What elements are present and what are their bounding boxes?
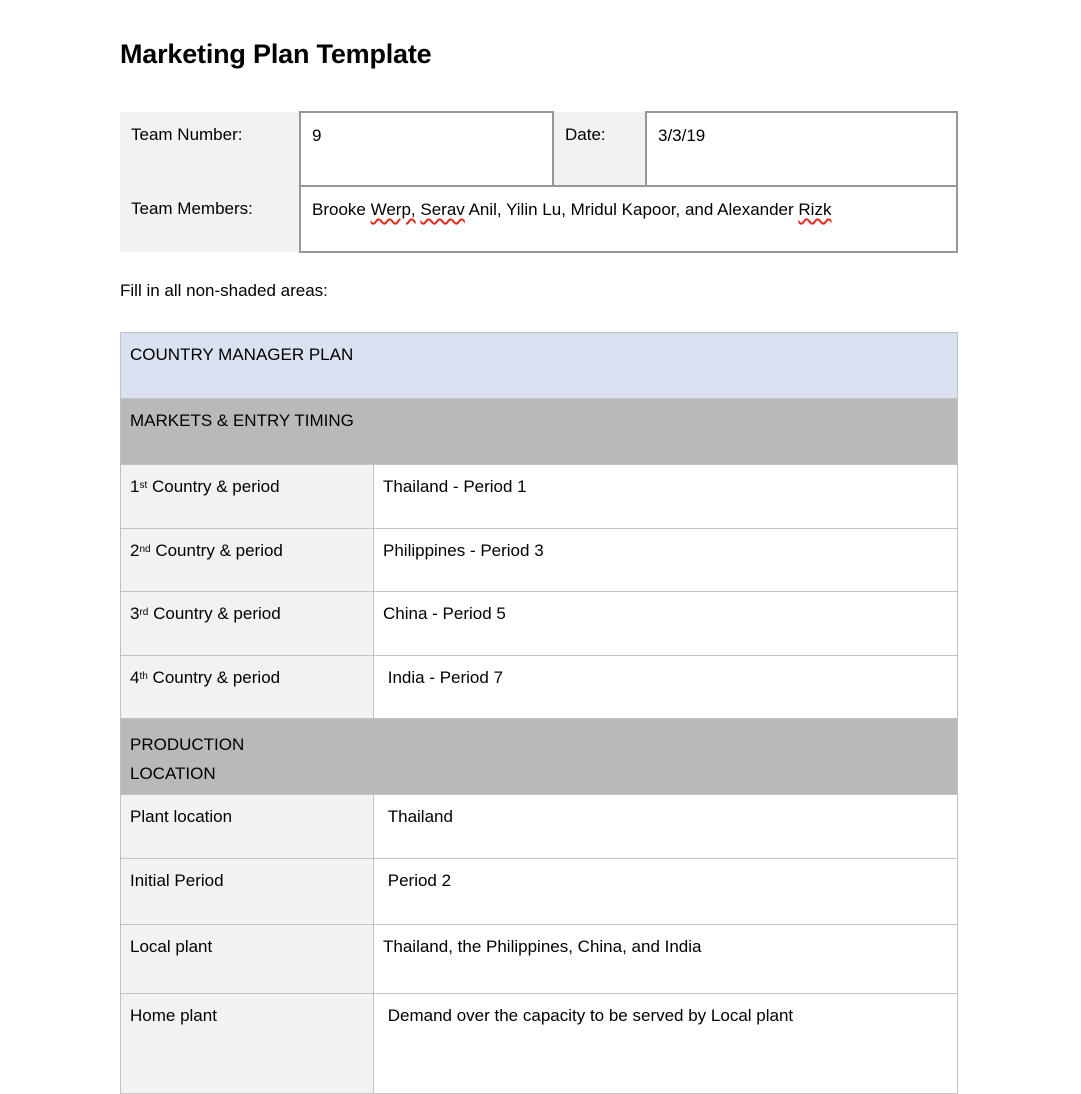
ordinal-number: 3 — [130, 604, 140, 623]
plant-location-label: Plant location — [121, 795, 374, 859]
production-section-cell — [121, 719, 958, 795]
instruction-text: Fill in all non-shaded areas: — [120, 281, 328, 300]
table-row — [121, 994, 958, 1094]
page-title: Marketing Plan Template — [120, 39, 432, 69]
plant-location-value-cell[interactable]: Thailand — [374, 795, 958, 859]
team-members-cell[interactable] — [300, 186, 957, 252]
country-2-label — [121, 529, 374, 592]
country-3-label — [121, 592, 374, 656]
ordinal-suffix: nd — [139, 543, 151, 555]
plan-header-row — [121, 333, 958, 399]
home-plant-value-cell[interactable]: Demand over the capacity to be served by Local plant — [374, 994, 958, 1094]
country-4-label — [121, 656, 374, 719]
info-row-2 — [120, 186, 957, 252]
document-page — [120, 0, 957, 1094]
country-1-label — [121, 465, 374, 529]
misspelled-word: Werp, — [370, 200, 416, 219]
members-text-part: Anil, Yilin Lu, Mridul Kapoor, and Alexander — [464, 200, 799, 219]
country-1-value-cell[interactable]: Thailand - Period 1 — [374, 465, 958, 529]
ordinal-number: 2 — [130, 541, 140, 560]
ordinal-suffix: st — [139, 479, 148, 491]
info-table — [120, 111, 958, 253]
production-section-row — [121, 719, 958, 795]
table-row — [121, 859, 958, 925]
info-row-1 — [120, 112, 957, 186]
table-row — [121, 925, 958, 994]
plan-title-cell: COUNTRY MANAGER PLAN — [121, 333, 958, 399]
date-label: Date: — [553, 112, 646, 186]
ordinal-suffix: th — [139, 670, 148, 682]
misspelled-word: Rizk — [798, 200, 832, 219]
label-text: Country & period — [150, 541, 283, 560]
country-4-value-cell[interactable]: India - Period 7 — [374, 656, 958, 719]
local-plant-label: Local plant — [121, 925, 374, 994]
table-row — [121, 592, 958, 656]
team-members-label: Team Members: — [120, 186, 300, 252]
section-line: LOCATION — [130, 764, 216, 783]
label-text: Country & period — [148, 604, 281, 623]
markets-section-row — [121, 399, 958, 465]
markets-section-cell: MARKETS & ENTRY TIMING — [121, 399, 958, 465]
ordinal-number: 4 — [130, 668, 140, 687]
initial-period-value-cell[interactable]: Period 2 — [374, 859, 958, 925]
table-row — [121, 795, 958, 859]
label-text: Country & period — [147, 477, 280, 496]
team-number-label: Team Number: — [120, 112, 300, 186]
section-line: PRODUCTION — [130, 735, 245, 754]
country-manager-plan-table — [120, 332, 958, 1094]
country-3-value-cell[interactable]: China - Period 5 — [374, 592, 958, 656]
ordinal-suffix: rd — [139, 606, 149, 618]
label-text: Country & period — [147, 668, 281, 687]
table-row — [121, 529, 958, 592]
members-text-part: Brooke — [312, 200, 371, 219]
home-plant-label: Home plant — [121, 994, 374, 1094]
misspelled-word: Serav — [420, 200, 465, 219]
local-plant-value-cell[interactable]: Thailand, the Philippines, China, and India — [374, 925, 958, 994]
table-row — [121, 656, 958, 719]
table-row — [121, 465, 958, 529]
initial-period-label: Initial Period — [121, 859, 374, 925]
team-number-cell[interactable]: 9 — [300, 112, 553, 186]
date-cell[interactable]: 3/3/19 — [646, 112, 957, 186]
country-2-value-cell[interactable]: Philippines - Period 3 — [374, 529, 958, 592]
ordinal-number: 1 — [130, 477, 140, 496]
